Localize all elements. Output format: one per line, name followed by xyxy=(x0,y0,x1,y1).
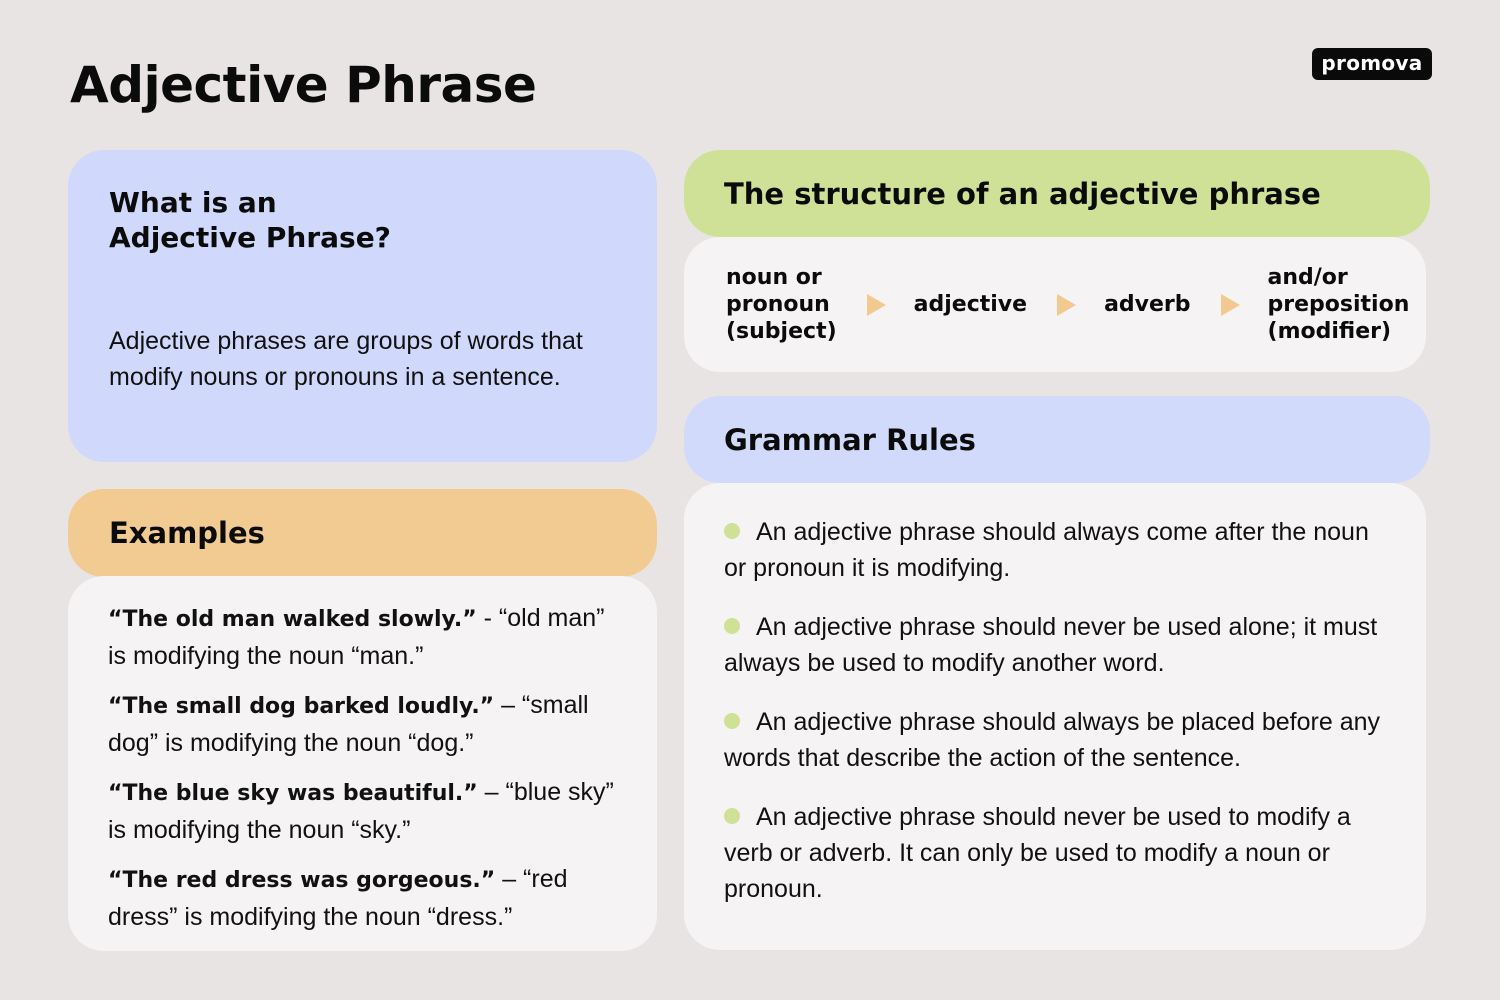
page-title: Adjective Phrase xyxy=(70,56,537,114)
example-explanation: - “old man” is modifying the noun “man.” xyxy=(108,604,605,670)
grammar-rules-header xyxy=(684,396,1430,483)
structure-header xyxy=(684,150,1430,237)
example-explanation: – “red dress” is modifying the noun “dress.” xyxy=(108,865,568,931)
example-item xyxy=(108,687,628,761)
rule-text: An adjective phrase should never be used alone; it must always be used to modify another word. xyxy=(724,613,1378,677)
dot-icon xyxy=(724,713,740,729)
definition-title-line1: What is an xyxy=(109,186,277,219)
grammar-rules-list xyxy=(724,514,1394,930)
definition-text: Adjective phrases are groups of words that modify nouns or pronouns in a sentence. xyxy=(109,327,583,391)
promova-logo: promova xyxy=(1312,48,1432,80)
rule-item xyxy=(724,704,1394,776)
rule-text: An adjective phrase should never be used to modify a verb or adverb. It can only be used to modify a noun or pronoun. xyxy=(724,803,1351,903)
example-sentence: “The small dog barked loudly.” xyxy=(108,694,495,719)
grammar-rules-title: Grammar Rules xyxy=(724,422,976,457)
definition-card xyxy=(68,150,657,462)
triangle-right-icon xyxy=(867,294,886,316)
rule-item xyxy=(724,609,1394,681)
structure-step-adverb: adverb xyxy=(1104,292,1191,317)
definition-title xyxy=(109,185,391,255)
triangle-right-icon xyxy=(1057,294,1076,316)
examples-title: Examples xyxy=(109,516,265,550)
triangle-right-icon xyxy=(1221,294,1240,316)
example-explanation: – “blue sky” is modifying the noun “sky.” xyxy=(108,778,614,844)
example-sentence: “The red dress was gorgeous.” xyxy=(108,868,496,893)
example-sentence: “The blue sky was beautiful.” xyxy=(108,781,478,806)
rule-item xyxy=(724,514,1394,586)
structure-step-subject xyxy=(726,264,837,345)
grammar-rules-body xyxy=(684,483,1426,950)
example-sentence: “The old man walked slowly.” xyxy=(108,607,477,632)
step-line: (subject) xyxy=(726,319,837,344)
rule-text: An adjective phrase should always come after the noun or pronoun it is modifying. xyxy=(724,518,1369,582)
example-item xyxy=(108,600,628,674)
rule-text: An adjective phrase should always be placed before any words that describe the action of the sentence. xyxy=(724,708,1381,772)
examples-body xyxy=(68,576,657,951)
examples-list xyxy=(108,600,628,948)
step-line: noun or xyxy=(726,265,822,290)
step-line: pronoun xyxy=(726,292,830,317)
step-line: and/or xyxy=(1267,265,1348,290)
example-item xyxy=(108,774,628,848)
structure-step-modifier xyxy=(1268,264,1410,345)
definition-title-line2: Adjective Phrase? xyxy=(109,221,391,254)
structure-body xyxy=(684,237,1426,372)
structure-step-adjective: adjective xyxy=(913,292,1028,317)
structure-title: The structure of an adjective phrase xyxy=(724,176,1321,211)
dot-icon xyxy=(724,523,740,539)
examples-header xyxy=(68,489,657,577)
step-line: (modifier) xyxy=(1267,319,1392,344)
example-explanation: – “small dog” is modifying the noun “dog.” xyxy=(108,691,589,757)
example-item xyxy=(108,861,628,935)
rule-item xyxy=(724,799,1394,907)
structure-flow xyxy=(726,237,1410,372)
step-line: preposition xyxy=(1267,292,1410,317)
dot-icon xyxy=(724,808,740,824)
dot-icon xyxy=(724,618,740,634)
